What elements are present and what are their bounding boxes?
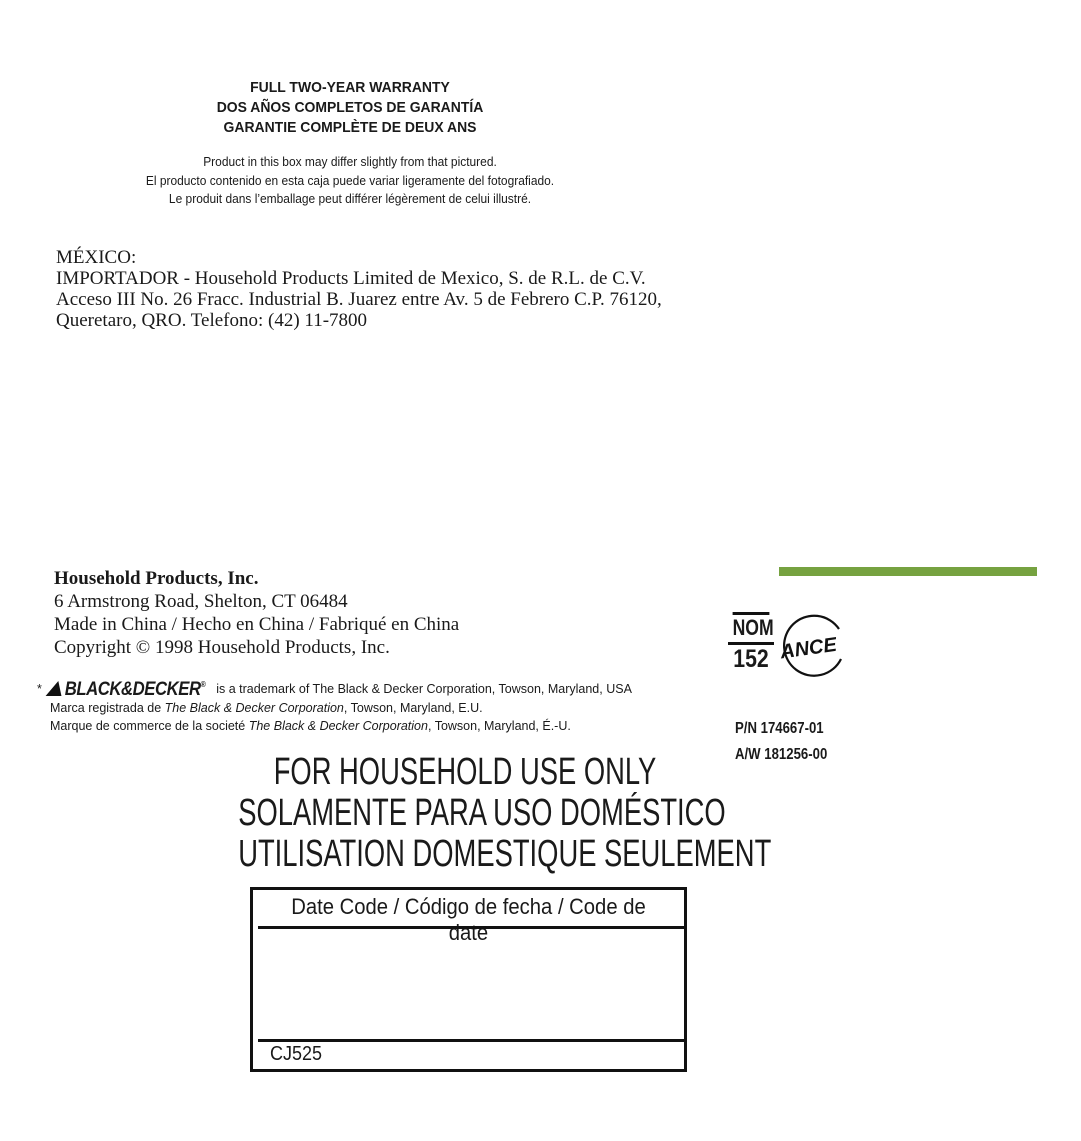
copyright-notice: Copyright © 1998 Household Products, Inc. [54, 637, 390, 658]
date-code-bottom-rule [258, 1039, 684, 1042]
date-code-box [250, 887, 687, 1072]
trademark-es-suffix: , Towson, Maryland, E.U. [343, 701, 483, 715]
trademark-fr-suffix: , Towson, Maryland, É.-U. [427, 719, 571, 733]
trademark-fr-prefix: Marque de commerce de la societé [50, 719, 249, 733]
warranty-line-es: DOS AÑOS COMPLETOS DE GARANTÍA [216, 99, 484, 116]
date-code-title: Date Code / Código de fecha / Code de date [291, 894, 646, 945]
warranty-line-en: FULL TWO-YEAR WARRANTY [250, 79, 450, 96]
household-use-fr: UTILISATION DOMESTIQUE SEULEMENT [238, 833, 772, 875]
mexico-label: MÉXICO: [56, 247, 137, 268]
registered-mark: ® [200, 680, 206, 689]
nom-certification-mark [728, 612, 774, 673]
household-use-en: FOR HOUSEHOLD USE ONLY [273, 751, 657, 793]
nom-label: NOM [733, 612, 770, 641]
ance-logo [779, 613, 851, 684]
asterisk: * [37, 682, 42, 696]
trademark-es-corp: The Black & Decker Corporation [164, 701, 344, 715]
product-disclaimer [60, 153, 640, 209]
disclaimer-line-es: El producto contenido en esta caja puede variar ligeramente del fotografiado. [145, 172, 555, 188]
logo-wordmark: BLACK&DECKER [64, 679, 201, 700]
model-number: CJ525 [270, 1043, 323, 1065]
importer-city-phone-line: Queretaro, QRO. Telefono: (42) 11-7800 [56, 310, 368, 331]
nom-number: 152 [733, 645, 769, 673]
household-use-notice [150, 752, 780, 875]
trademark-es-prefix: Marca registrada de [50, 701, 165, 715]
mexico-importer-block [56, 247, 662, 331]
company-name: Household Products, Inc. [54, 568, 259, 589]
artwork-number: A/W 181256-00 [735, 746, 828, 763]
disclaimer-line-en: Product in this box may differ slightly from that pictured. [203, 154, 497, 169]
black-decker-logo [48, 676, 205, 699]
household-use-es: SOLAMENTE PARA USO DOMÉSTICO [238, 792, 726, 834]
trademark-fr-corp: The Black & Decker Corporation [248, 719, 428, 733]
trademark-notice [37, 676, 632, 735]
company-address: 6 Armstrong Road, Shelton, CT 06484 [54, 591, 348, 612]
logo-wedge-icon [45, 681, 66, 696]
trademark-text-en: is a trademark of The Black & Decker Corporation, Towson, Maryland, USA [216, 682, 632, 696]
country-of-origin: Made in China / Hecho en China / Fabriqué en China [54, 614, 460, 635]
warranty-line-fr: GARANTIE COMPLÈTE DE DEUX ANS [223, 119, 477, 136]
importer-line: IMPORTADOR - Household Products Limited de Mexico, S. de R.L. de C.V. [56, 268, 646, 289]
importer-address-line: Acceso III No. 26 Fracc. Industrial B. Juarez entre Av. 5 de Febrero C.P. 76120, [56, 289, 662, 310]
date-code-top-rule [258, 926, 684, 929]
ance-label: ANCE [779, 633, 839, 664]
accent-bar [779, 567, 1037, 576]
warranty-heading [100, 78, 600, 138]
disclaimer-line-fr: Le produit dans l’emballage peut différer légèrement de celui illustré. [168, 191, 532, 206]
trademark-line-fr [50, 717, 632, 735]
ance-logo-icon [779, 613, 851, 679]
trademark-line-es [50, 699, 632, 717]
company-info-block [54, 567, 459, 659]
trademark-line-en [37, 676, 632, 699]
part-number: P/N 174667-01 [735, 720, 824, 737]
